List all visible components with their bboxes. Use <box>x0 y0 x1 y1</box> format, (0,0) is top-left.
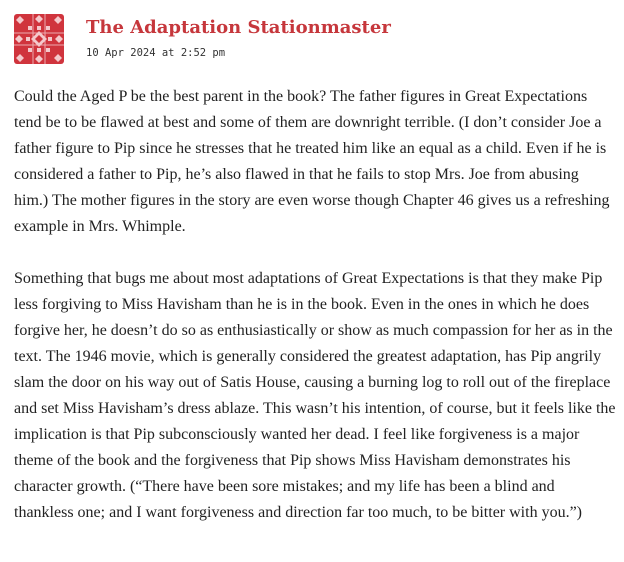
comment-author-link[interactable]: The Adaptation Stationmaster <box>86 17 391 38</box>
quilt-pattern-avatar-icon[interactable] <box>14 14 64 64</box>
comment-timestamp-link[interactable]: 10 Apr 2024 at 2:52 pm <box>86 47 226 59</box>
comment-paragraph: Something that bugs me about most adaptations of Great Expectations is that they make Pip less forgiving to Miss Havisham than he is in the book. Even in the ones in which he does forgive her, he doesn’t do so as enthusiastically or show as much compassion for her as in the text. The 1946 movie, which is generally considered the greatest adaptation, has Pip angrily slam the door on his way out of Satis House, causing a burning log to roll out of the fireplace and set Miss Havisham’s dress ablaze. This wasn’t his intention, of course, but it feels like the implication is that Pip subconsciously wanted her dead. I feel like forgiveness is a major theme of the book and the forgiveness that Pip shows Miss Havisham demonstrates his character growth. (“There have been sore mistakes; and my life has been a blind and thankless one; and I want forgiveness and direction far too much, to be bitter with you.”) <box>14 270 616 521</box>
comment-paragraph: Could the Aged P be the best parent in the book? The father figures in Great Expectations tend be to be flawed at best and some of them are downright terrible. (I don’t consider Joe a father figure to Pip since he stresses that he treated him like an equal as a child. Even if he is considered a father to Pip, he’s also flawed in that he fails to stop Mrs. Joe from abusing him.) The mother figures in the story are even worse though Chapter 46 gives us a refreshing example in Mrs. Whimple. <box>14 88 610 235</box>
comment-body <box>14 84 616 526</box>
